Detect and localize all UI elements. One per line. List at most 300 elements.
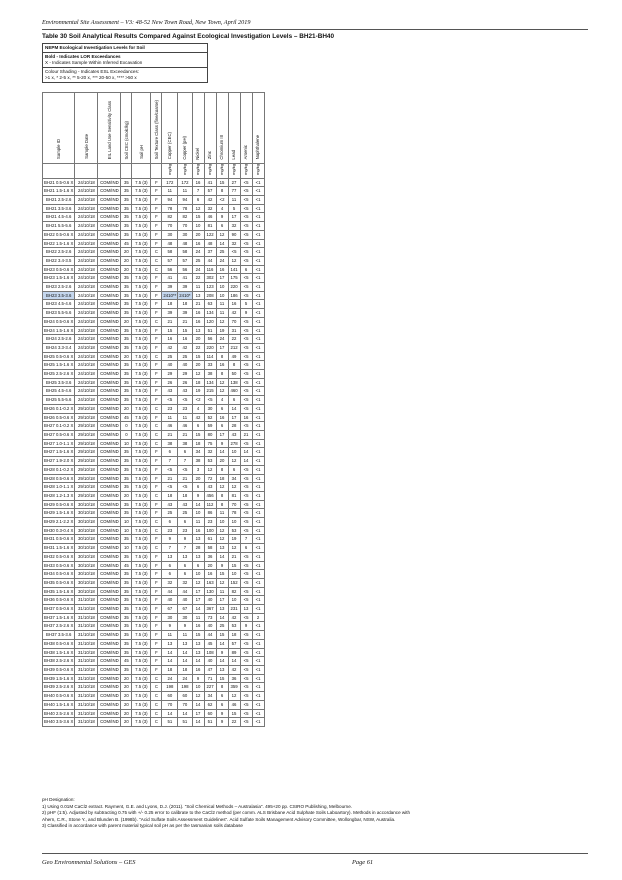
table-cell: 18 <box>162 665 178 674</box>
table-cell: 6 <box>228 465 240 474</box>
table-cell: 6 <box>216 692 228 701</box>
table-cell: 14 <box>216 657 228 666</box>
table-cell: 17 <box>216 596 228 605</box>
table-cell: <1 <box>252 222 264 231</box>
table-cell: 15 <box>216 674 228 683</box>
table-row <box>43 578 265 587</box>
table-cell: 8 <box>216 465 228 474</box>
table-cell: <5 <box>240 178 252 187</box>
table-cell: 73 <box>204 613 216 622</box>
table-cell: 7.5 (3) <box>132 491 151 500</box>
table-cell: 12 <box>228 544 240 553</box>
sample-id-cell: BH22 0.5-0.6 X <box>43 230 75 239</box>
table-cell: COM/IND <box>98 465 121 474</box>
table-cell: 24/10/18 <box>75 335 98 344</box>
table-cell: 15 <box>216 631 228 640</box>
table-cell: 11 <box>178 631 192 640</box>
column-header-label: Lead <box>231 149 237 160</box>
table-cell: C <box>151 352 162 361</box>
table-cell: 14 <box>192 500 204 509</box>
table-row <box>43 552 265 561</box>
table-cell: 37 <box>204 248 216 257</box>
table-cell: 29/10/18 <box>75 457 98 466</box>
table-cell: 130 <box>204 587 216 596</box>
table-cell: <5 <box>240 578 252 587</box>
table-row <box>43 500 265 509</box>
table-cell: 41 <box>162 274 178 283</box>
table-cell: 18 <box>216 474 228 483</box>
table-cell: 40 <box>204 596 216 605</box>
column-header <box>252 93 264 164</box>
table-cell: 7.5 (3) <box>132 674 151 683</box>
table-cell: 20 <box>192 474 204 483</box>
table-cell: <1 <box>252 230 264 239</box>
table-cell: 30 <box>204 404 216 413</box>
table-cell: 35 <box>121 291 132 300</box>
sample-id-cell: BH25 4.5-4.6 <box>43 387 75 396</box>
table-cell: F <box>151 396 162 405</box>
table-cell: F <box>151 230 162 239</box>
table-cell: 20 <box>121 404 132 413</box>
table-cell: 8 <box>228 361 240 370</box>
table-cell: F <box>151 605 162 614</box>
table-cell: <5 <box>162 396 178 405</box>
table-cell: 82 <box>178 213 192 222</box>
table-cell: 15 <box>192 431 204 440</box>
table-cell: 7.5 (3) <box>132 587 151 596</box>
table-cell: COM/IND <box>98 335 121 344</box>
table-row <box>43 178 265 187</box>
table-cell: 39 <box>162 309 178 318</box>
table-row <box>43 483 265 492</box>
table-cell: 25 <box>192 256 204 265</box>
table-cell: <5 <box>240 317 252 326</box>
table-cell: 24/10/18 <box>75 317 98 326</box>
legend-shading-scale: >1 x, * 2-5 x, ** 5-20 x, *** 20-50 x, **** >50 x <box>45 75 137 80</box>
table-row <box>43 343 265 352</box>
table-cell: F <box>151 196 162 205</box>
table-cell: <1 <box>252 561 264 570</box>
table-cell: <1 <box>252 256 264 265</box>
column-header-label: Soil Texture Class (fine/coarse) <box>153 99 159 160</box>
table-cell: <1 <box>252 683 264 692</box>
column-header-label: Naphthalene <box>255 134 261 160</box>
sample-id-cell: BH32 0.5-0.6 X <box>43 552 75 561</box>
sample-id-cell: BH23 0.5-0.6 X <box>43 265 75 274</box>
table-cell: 13 <box>192 648 204 657</box>
table-cell: 30 <box>162 613 178 622</box>
table-cell: <5 <box>240 465 252 474</box>
table-cell: 30 <box>178 230 192 239</box>
table-cell: 35 <box>121 361 132 370</box>
table-cell: 16 <box>192 239 204 248</box>
table-row <box>43 665 265 674</box>
sample-id-cell: BH27 0.5-0.6 X <box>43 431 75 440</box>
table-cell: 5 <box>240 300 252 309</box>
table-cell: 11 <box>216 509 228 518</box>
table-cell: F <box>151 596 162 605</box>
table-cell: <1 <box>252 622 264 631</box>
sample-id-cell: BH34 0.5-0.6 X <box>43 570 75 579</box>
table-cell: 172 <box>178 178 192 187</box>
units-row <box>43 164 265 179</box>
table-cell: <5 <box>240 196 252 205</box>
table-cell: 29 <box>178 370 192 379</box>
table-cell: 82 <box>162 213 178 222</box>
sample-id-cell: BH40 3.5-3.6 X <box>43 718 75 727</box>
table-cell: 7.5 (3) <box>132 613 151 622</box>
table-row <box>43 474 265 483</box>
sample-id-cell: BH31 0.5-0.6 X <box>43 535 75 544</box>
table-row <box>43 204 265 213</box>
table-cell: 31/10/18 <box>75 648 98 657</box>
table-cell: 122 <box>204 230 216 239</box>
header-rule <box>42 29 588 30</box>
table-cell: 70 <box>178 222 192 231</box>
table-cell: 134 <box>204 309 216 318</box>
table-cell: C <box>151 256 162 265</box>
table-cell: <5 <box>240 352 252 361</box>
table-cell: F <box>151 500 162 509</box>
table-cell: 6 <box>162 570 178 579</box>
table-cell: 40 <box>204 622 216 631</box>
table-cell: 16 <box>216 361 228 370</box>
table-cell: 24/10/18 <box>75 300 98 309</box>
table-cell: 7.5 (3) <box>132 622 151 631</box>
table-cell: <1 <box>252 509 264 518</box>
table-cell: <5 <box>240 378 252 387</box>
table-row <box>43 448 265 457</box>
units-cell <box>252 164 264 179</box>
note-line: 1) Using 0.01M CaCl2 extract. Rayment, G.E. and Lyons, D.J. (2011). "Soil Chemical Methods – Australasia". 495+20 pp. CSIRO Publishing, Melbourne. <box>42 803 353 809</box>
table-cell: 12 <box>192 578 204 587</box>
table-cell: 14 <box>240 448 252 457</box>
table-cell: 14 <box>178 648 192 657</box>
table-cell: 6 <box>162 518 178 527</box>
table-cell: 11 <box>192 518 204 527</box>
table-cell: 7.5 (3) <box>132 283 151 292</box>
running-header: Environmental Site Assessment – V3: 48-52 New Town Road, New Town, April 2019 <box>42 19 251 26</box>
table-cell: 9 <box>192 491 204 500</box>
table-cell: C <box>151 248 162 257</box>
table-cell: 12 <box>216 483 228 492</box>
table-cell: 89 <box>228 648 240 657</box>
table-cell: 53 <box>204 457 216 466</box>
table-cell: 25 <box>216 622 228 631</box>
table-cell: 7.5 (3) <box>132 265 151 274</box>
table-cell: 70 <box>162 222 178 231</box>
table-cell: 14 <box>240 457 252 466</box>
table-cell: 14 <box>216 613 228 622</box>
table-cell: 27 <box>228 178 240 187</box>
table-cell: F <box>151 578 162 587</box>
table-cell: 56 <box>204 335 216 344</box>
table-cell: 10 <box>228 518 240 527</box>
sample-id-cell: BH24 1.5-1.6 X <box>43 326 75 335</box>
notes <box>42 797 582 830</box>
table-cell: 46 <box>162 422 178 431</box>
table-cell: 51 <box>204 326 216 335</box>
table-cell: 31/10/18 <box>75 700 98 709</box>
legend-nepm-text: NEPM Ecological Investigation Levels for Soil <box>45 45 145 50</box>
column-header <box>204 93 216 164</box>
table-cell: 6 <box>216 700 228 709</box>
units-cell-empty <box>43 164 75 179</box>
table-cell: 7.5 (3) <box>132 692 151 701</box>
table-cell: 16 <box>192 622 204 631</box>
table-cell: 40 <box>178 361 192 370</box>
table-cell: 108 <box>204 648 216 657</box>
table-cell: F <box>151 239 162 248</box>
units-cell <box>240 164 252 179</box>
table-cell: COM/IND <box>98 674 121 683</box>
table-cell: 20 <box>121 718 132 727</box>
table-cell: <1 <box>252 631 264 640</box>
table-cell: 7.5 (3) <box>132 578 151 587</box>
table-cell: 12 <box>216 526 228 535</box>
table-cell: 17 <box>192 587 204 596</box>
table-cell: 13 <box>192 552 204 561</box>
table-cell: C <box>151 692 162 701</box>
table-cell: 10 <box>192 683 204 692</box>
table-cell: <5 <box>240 256 252 265</box>
table-cell: 26 <box>178 378 192 387</box>
table-cell: 24/10/18 <box>75 196 98 205</box>
table-cell: 86 <box>204 509 216 518</box>
table-cell: 51 <box>204 718 216 727</box>
sample-id-cell: BH21 1.5-1.6 X <box>43 187 75 196</box>
table-cell: F <box>151 465 162 474</box>
table-cell: 48 <box>162 239 178 248</box>
table-cell: 2 <box>252 613 264 622</box>
table-cell: 16 <box>216 265 228 274</box>
table-cell: <1 <box>252 404 264 413</box>
table-cell: 38 <box>204 370 216 379</box>
table-cell: F <box>151 561 162 570</box>
table-cell: <1 <box>252 413 264 422</box>
table-cell: C <box>151 674 162 683</box>
table-cell: 63 <box>204 300 216 309</box>
table-cell: <5 <box>240 404 252 413</box>
column-header <box>151 93 162 164</box>
table-cell: F <box>151 587 162 596</box>
table-row <box>43 639 265 648</box>
table-cell: 57 <box>162 256 178 265</box>
table-cell: 20 <box>121 692 132 701</box>
table-row <box>43 335 265 344</box>
table-cell: 28 <box>228 422 240 431</box>
table-cell: 12 <box>228 457 240 466</box>
sample-id-cell: BH28 0.1-0.2 X <box>43 465 75 474</box>
sample-id-cell: BH26 0.1-0.2 X <box>43 404 75 413</box>
table-cell: C <box>151 683 162 692</box>
table-cell: 359 <box>228 683 240 692</box>
table-cell: 35 <box>121 631 132 640</box>
table-cell: 38 <box>192 457 204 466</box>
table-cell: 16 <box>192 665 204 674</box>
table-cell: <1 <box>252 335 264 344</box>
table-cell: 58 <box>178 248 192 257</box>
sample-id-cell: BH21 0.5-0.6 X <box>43 178 75 187</box>
table-cell: <5 <box>240 561 252 570</box>
table-cell: 15 <box>192 213 204 222</box>
table-row <box>43 465 265 474</box>
footer-company: Geo Environmental Solutions – GES <box>42 859 136 866</box>
table-cell: 35 <box>121 500 132 509</box>
table-cell: 39 <box>178 309 192 318</box>
table-cell: 43 <box>178 500 192 509</box>
note-line: Ahern, C.R., Stone Y., and Blunden B. (1998b). "Acid Sulfate Soils Assessment Guidelines". Acid Sulfate Soils Management Advisory Committee, Wollongbar, NSW, Australia. <box>42 816 396 822</box>
table-cell: <1 <box>252 709 264 718</box>
table-cell: COM/IND <box>98 309 121 318</box>
table-cell: 35 <box>121 326 132 335</box>
table-row <box>43 387 265 396</box>
table-cell: <1 <box>252 326 264 335</box>
table-cell: 7.5 (3) <box>132 657 151 666</box>
table-cell: 6 <box>216 404 228 413</box>
sample-id-cell: BH28 0.5-0.6 X <box>43 474 75 483</box>
table-cell: COM/IND <box>98 387 121 396</box>
sample-id-cell: BH36 0.5-0.6 X <box>43 596 75 605</box>
unit-label: mg/kg <box>243 164 249 175</box>
table-cell: 8 <box>216 500 228 509</box>
table-cell: 31/10/18 <box>75 692 98 701</box>
table-cell: 220 <box>228 283 240 292</box>
table-cell: <5 <box>178 465 192 474</box>
table-cell: 14 <box>162 657 178 666</box>
table-cell: 31/10/18 <box>75 622 98 631</box>
table-row <box>43 457 265 466</box>
table-row <box>43 378 265 387</box>
table-cell: <5 <box>240 326 252 335</box>
table-cell: 13 <box>192 291 204 300</box>
table-cell: 30/10/18 <box>75 509 98 518</box>
table-cell: 17 <box>228 213 240 222</box>
table-cell: 60 <box>178 692 192 701</box>
table-cell: <1 <box>252 317 264 326</box>
table-cell: 186 <box>228 291 240 300</box>
table-cell: 9 <box>216 561 228 570</box>
table-row <box>43 491 265 500</box>
table-cell: <5 <box>240 674 252 683</box>
table-cell: <1 <box>252 674 264 683</box>
table-cell: 460 <box>228 387 240 396</box>
table-cell: F <box>151 213 162 222</box>
table-cell: 41 <box>178 274 192 283</box>
table-cell: 15 <box>228 709 240 718</box>
table-row <box>43 265 265 274</box>
table-cell: COM/IND <box>98 526 121 535</box>
table-cell: 20 <box>121 491 132 500</box>
table-cell: COM/IND <box>98 256 121 265</box>
table-cell: 40 <box>204 657 216 666</box>
table-cell: 16 <box>228 300 240 309</box>
table-cell: 13 <box>192 326 204 335</box>
table-cell: 2410** <box>162 291 178 300</box>
table-cell: <5 <box>162 465 178 474</box>
table-cell: F <box>151 283 162 292</box>
table-row <box>43 596 265 605</box>
table-cell: <1 <box>252 639 264 648</box>
table-cell: 7.5 (3) <box>132 648 151 657</box>
table-cell: 32 <box>228 239 240 248</box>
table-cell: F <box>151 448 162 457</box>
note-line: 3) Classified in accordance with parent material typical soil pH as per the tasmanian soils database <box>42 823 243 829</box>
table-title: Table 30 Soil Analytical Results Compared Against Ecological Investigation Levels – BH21-BH40 <box>42 33 335 40</box>
table-cell: COM/IND <box>98 431 121 440</box>
table-cell: 80 <box>204 431 216 440</box>
table-cell: COM/IND <box>98 439 121 448</box>
table-cell: 7.5 (3) <box>132 230 151 239</box>
table-cell: 20 <box>121 674 132 683</box>
table-cell: 120 <box>204 317 216 326</box>
units-cell <box>178 164 192 179</box>
table-cell: F <box>151 648 162 657</box>
table-cell: 24/10/18 <box>75 274 98 283</box>
table-cell: F <box>151 622 162 631</box>
sample-id-cell: BH23 1.5-1.6 X <box>43 274 75 283</box>
table-cell: 29/10/18 <box>75 465 98 474</box>
table-cell: 278 <box>228 439 240 448</box>
table-cell: F <box>151 291 162 300</box>
table-cell: <1 <box>252 309 264 318</box>
table-cell: 11 <box>216 587 228 596</box>
table-cell: <1 <box>252 248 264 257</box>
table-cell: 24/10/18 <box>75 230 98 239</box>
column-header-label: Zinc <box>207 151 213 160</box>
table-cell: 231 <box>228 605 240 614</box>
table-cell: COM/IND <box>98 457 121 466</box>
table-cell: COM/IND <box>98 622 121 631</box>
table-cell: 35 <box>121 483 132 492</box>
table-cell: 24/10/18 <box>75 187 98 196</box>
table-cell: 7.5 (3) <box>132 196 151 205</box>
table-cell: 24/10/18 <box>75 291 98 300</box>
table-cell: 7.5 (3) <box>132 317 151 326</box>
sample-id-cell: BH24 2.5-2.6 <box>43 335 75 344</box>
table-cell: 35 <box>121 570 132 579</box>
table-cell: 7.5 (3) <box>132 605 151 614</box>
table-cell: <1 <box>252 596 264 605</box>
table-cell: <5 <box>240 283 252 292</box>
sample-id-cell: BH26 0.5-0.6 X <box>43 413 75 422</box>
table-cell: 6 <box>216 222 228 231</box>
table-cell: 14 <box>162 648 178 657</box>
table-row <box>43 317 265 326</box>
table-cell: 24 <box>178 674 192 683</box>
table-cell: 10 <box>228 570 240 579</box>
table-cell: 24/10/18 <box>75 256 98 265</box>
table-cell: <1 <box>252 370 264 379</box>
table-cell: 42 <box>162 343 178 352</box>
table-cell: 7.5 (3) <box>132 700 151 709</box>
table-cell: 13 <box>192 639 204 648</box>
results-table <box>42 92 265 727</box>
table-cell: 215 <box>204 387 216 396</box>
table-row <box>43 196 265 205</box>
sample-id-cell: BH21 5.5-5.6 <box>43 222 75 231</box>
table-cell: COM/IND <box>98 552 121 561</box>
table-cell: 30/10/18 <box>75 587 98 596</box>
table-cell: <1 <box>252 552 264 561</box>
table-cell: 44 <box>204 256 216 265</box>
table-cell: 31/10/18 <box>75 665 98 674</box>
table-cell: 8 <box>216 187 228 196</box>
column-header-label: Sample Date <box>83 134 89 160</box>
table-cell: 32 <box>162 578 178 587</box>
table-cell: 12 <box>228 256 240 265</box>
table-cell: COM/IND <box>98 535 121 544</box>
